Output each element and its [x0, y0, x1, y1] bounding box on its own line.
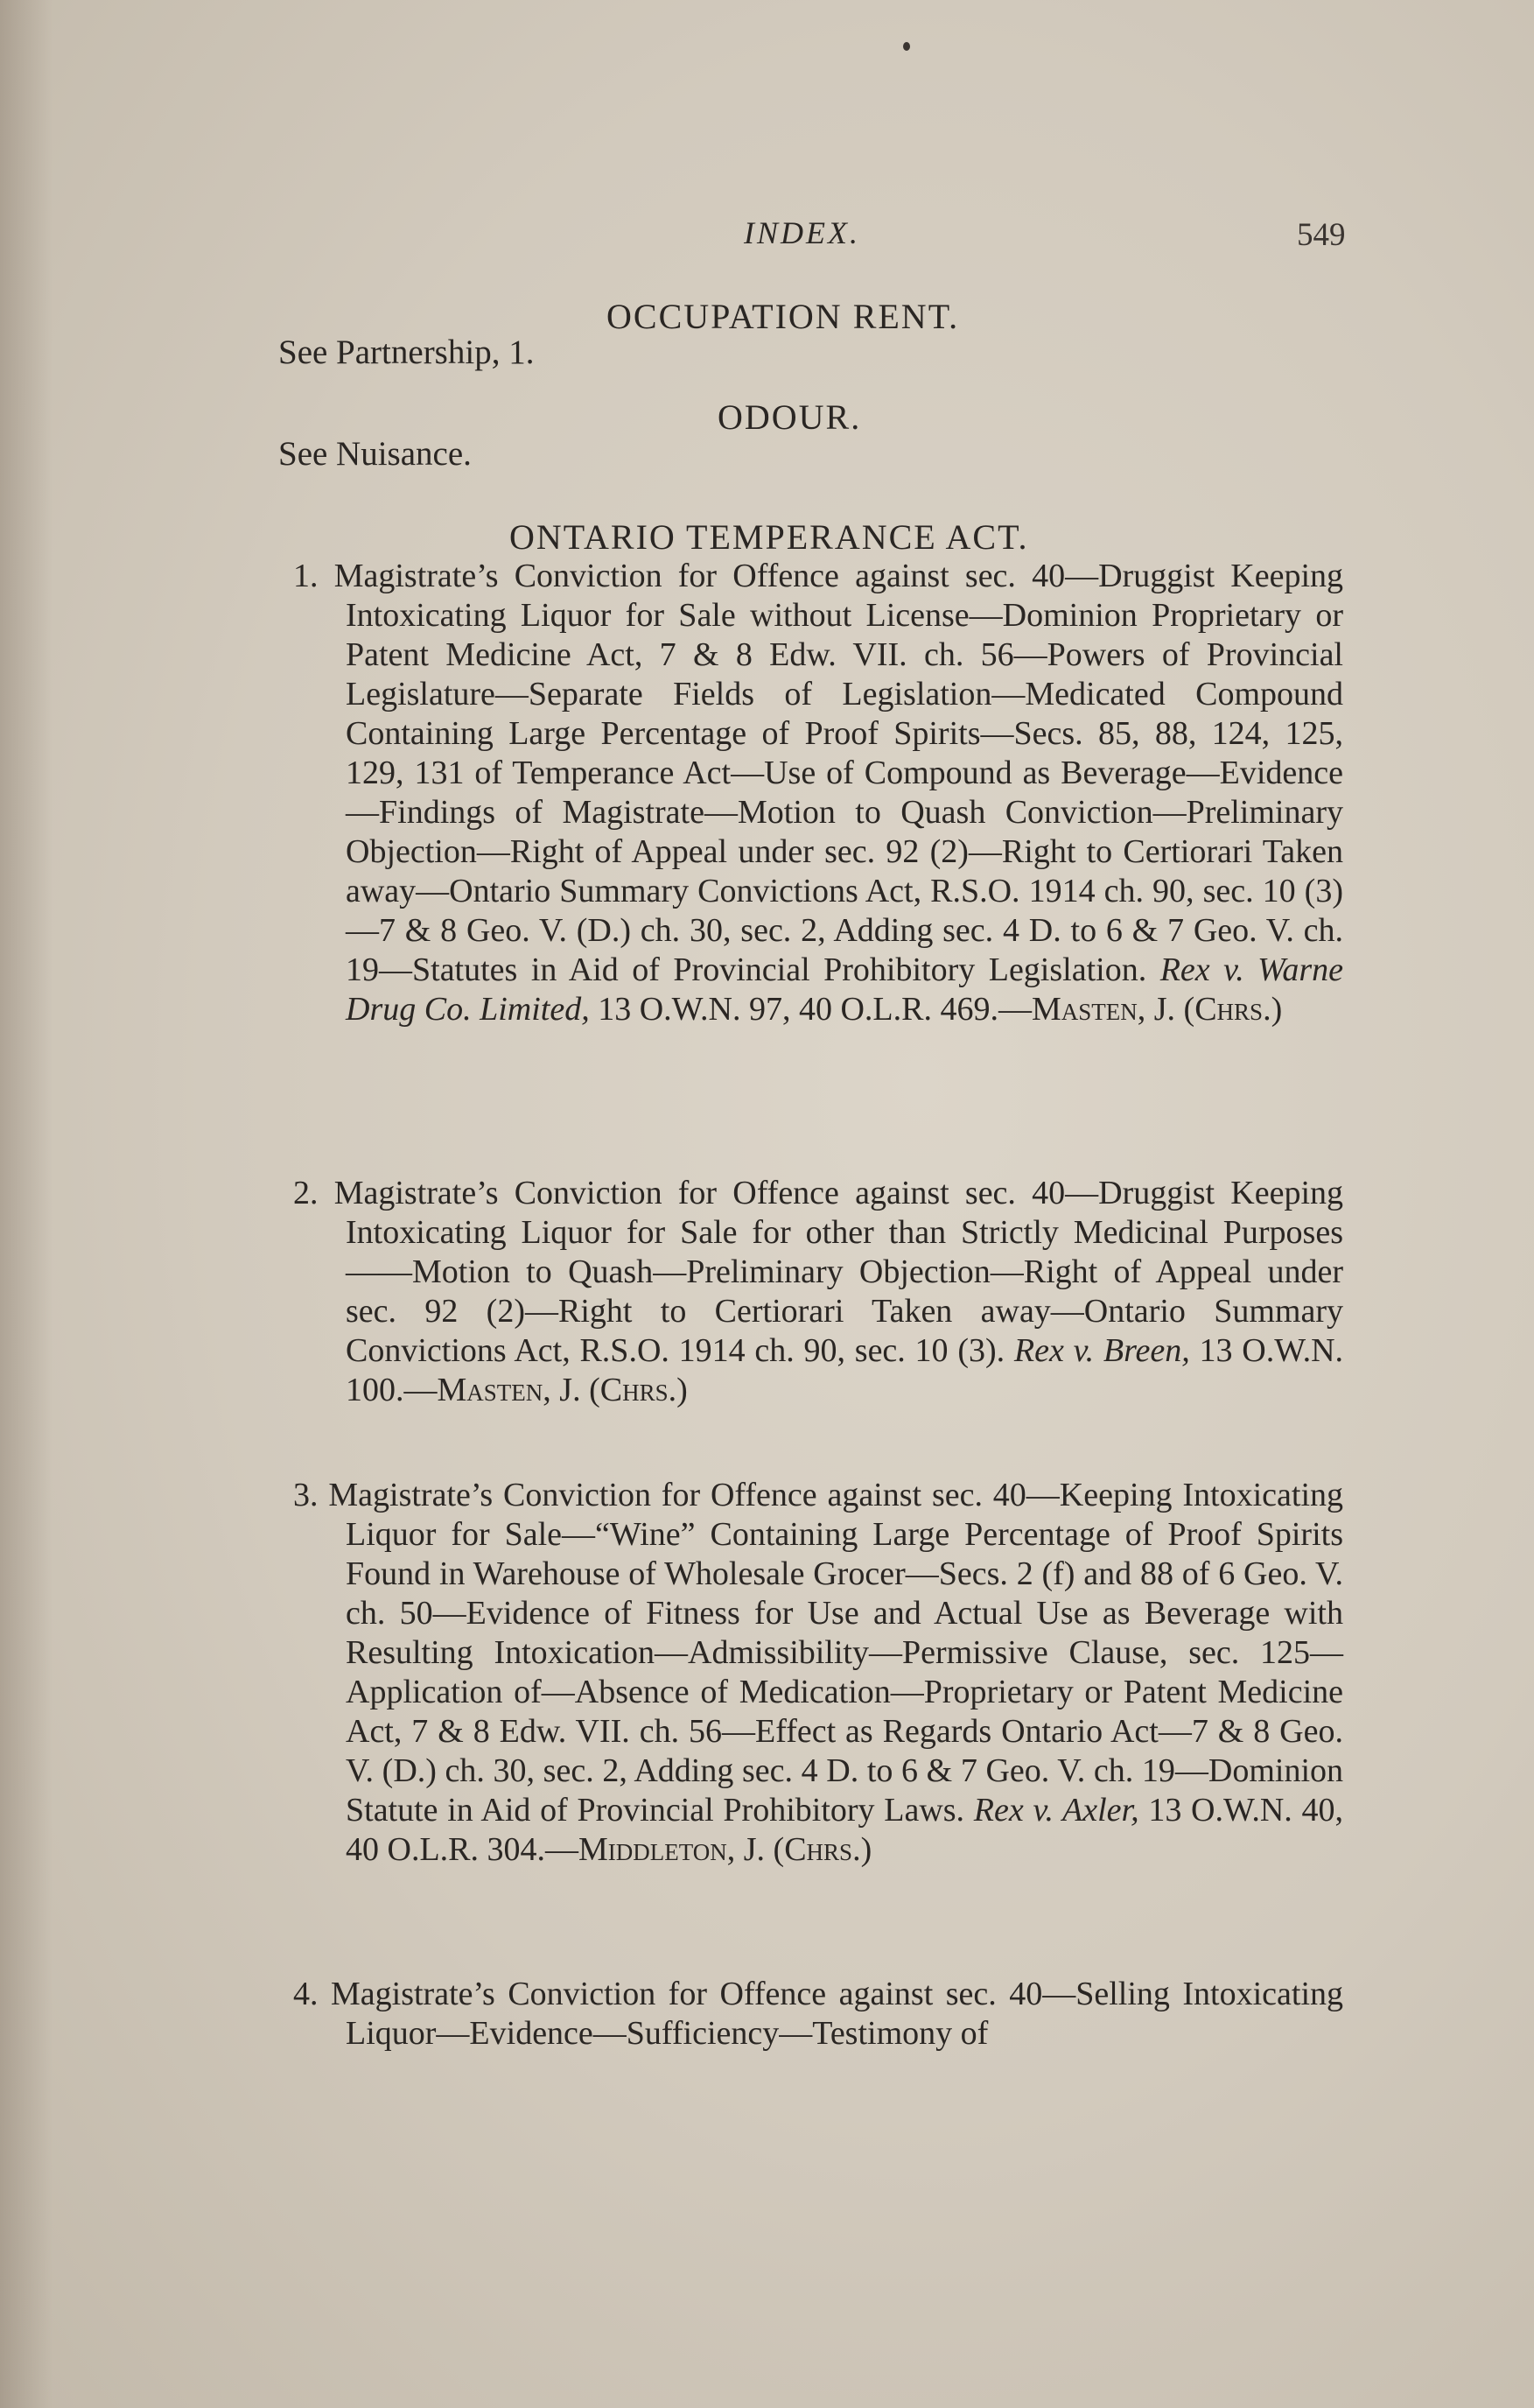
index-entry-2-body: [271, 1174, 1343, 1410]
judge-attribution: Middleton, J. (Chrs.): [578, 1831, 872, 1868]
case-citation: 13 O.W.N. 100.—: [346, 1332, 1344, 1408]
page-gutter-shadow: [0, 0, 53, 2408]
cross-reference-nuisance: See Nuisance.: [278, 435, 472, 473]
index-entry-3: [271, 1476, 1343, 1870]
entry-text: Magistrate’s Conviction for Offence against sec. 40—Keeping Intoxicating Liquor for Sale—“Wine” Containing Large Percentage of Proof Spirits Found in Warehouse of Wholesale Grocer—Secs. 2 (f) and 88 of 6 Geo. V. ch. 50—Evidence of Fitness for Use and Actual Use as Beverage with Resulting Intoxication—Admissibility—Permissive Clause, sec. 125—Application of—Absence of Medication—Proprietary or Patent Medicine Act, 7 & 8 Edw. VII. ch. 56—Effect as Regards Ontario Act—7 & 8 Geo. V. (D.) ch. 30, sec. 2, Adding sec. 4 D. to 6 & 7 Geo. V. ch. 19—Dominion Statute in Aid of Provincial Prohibitory Laws.: [328, 1477, 1344, 1829]
entry-number: 4.: [293, 1976, 319, 2012]
index-entry-1: [271, 557, 1343, 1029]
page-number: 549: [1297, 217, 1346, 253]
print-speck: [903, 42, 910, 51]
index-entry-4-body: [271, 1975, 1343, 2053]
judge-attribution: Masten, J. (Chrs.): [437, 1372, 688, 1408]
entry-number: 2.: [293, 1175, 319, 1211]
section-heading-occupation-rent: OCCUPATION RENT.: [606, 297, 960, 336]
entry-number: 3.: [293, 1477, 319, 1513]
index-entry-2: [271, 1174, 1343, 1410]
case-name: Rex v. Breen,: [1013, 1332, 1190, 1369]
section-heading-odour: ODOUR.: [718, 397, 862, 437]
cross-reference-partnership: See Partnership, 1.: [278, 333, 535, 371]
judge-attribution: Masten, J. (Chrs.): [1031, 991, 1283, 1028]
running-head: INDEX.: [744, 215, 860, 250]
index-entry-3-body: [271, 1476, 1343, 1870]
case-name: Rex v. Warne Drug Co. Limited,: [346, 951, 1344, 1028]
entry-number: 1.: [293, 558, 319, 594]
entry-text: Magistrate’s Conviction for Offence against sec. 40—Druggist Keeping Intoxicating Liquor for Sale without License—Dominion Proprietary or Patent Medicine Act, 7 & 8 Edw. VII. ch. 56—Powers of Provincial Legislature—Separate Fields of Legislation—Medicated Compound Containing Large Percentage of Proof Spirits—Secs. 85, 88, 124, 125, 129, 131 of Temperance Act—Use of Compound as Beverage—Evidence—Findings of Magistrate—Motion to Quash Conviction—Preliminary Objection—Right of Appeal under sec. 92 (2)—Right to Certiorari Taken away—Ontario Summary Convictions Act, R.S.O. 1914 ch. 90, sec. 10 (3)—7 & 8 Geo. V. (D.) ch. 30, sec. 2, Adding sec. 4 D. to 6 & 7 Geo. V. ch. 19—Statutes in Aid of Provincial Prohibitory Legislation.: [333, 558, 1344, 988]
case-citation: 13 O.W.N. 40, 40 O.L.R. 304.—: [346, 1792, 1344, 1868]
section-heading-ontario-temperance-act: ONTARIO TEMPERANCE ACT.: [509, 517, 1029, 557]
index-entry-4: [271, 1975, 1343, 2053]
case-name: Rex v. Axler,: [973, 1792, 1139, 1829]
index-entry-1-body: [271, 557, 1343, 1029]
case-citation: 13 O.W.N. 97, 40 O.L.R. 469.—: [598, 991, 1032, 1028]
entry-text: Magistrate’s Conviction for Offence against sec. 40—Druggist Keeping Intoxicating Liquor for Sale for other than Strictly Medicinal Purposes——Motion to Quash—Preliminary Objection—Right of Appeal under sec. 92 (2)—Right to Certiorari Taken away—Ontario Summary Convictions Act, R.S.O. 1914 ch. 90, sec. 10 (3).: [333, 1175, 1344, 1369]
entry-text: Magistrate’s Conviction for Offence against sec. 40—Selling Intoxicating Liquor—Evidence—Sufficiency—Testimony of: [330, 1976, 1343, 2052]
